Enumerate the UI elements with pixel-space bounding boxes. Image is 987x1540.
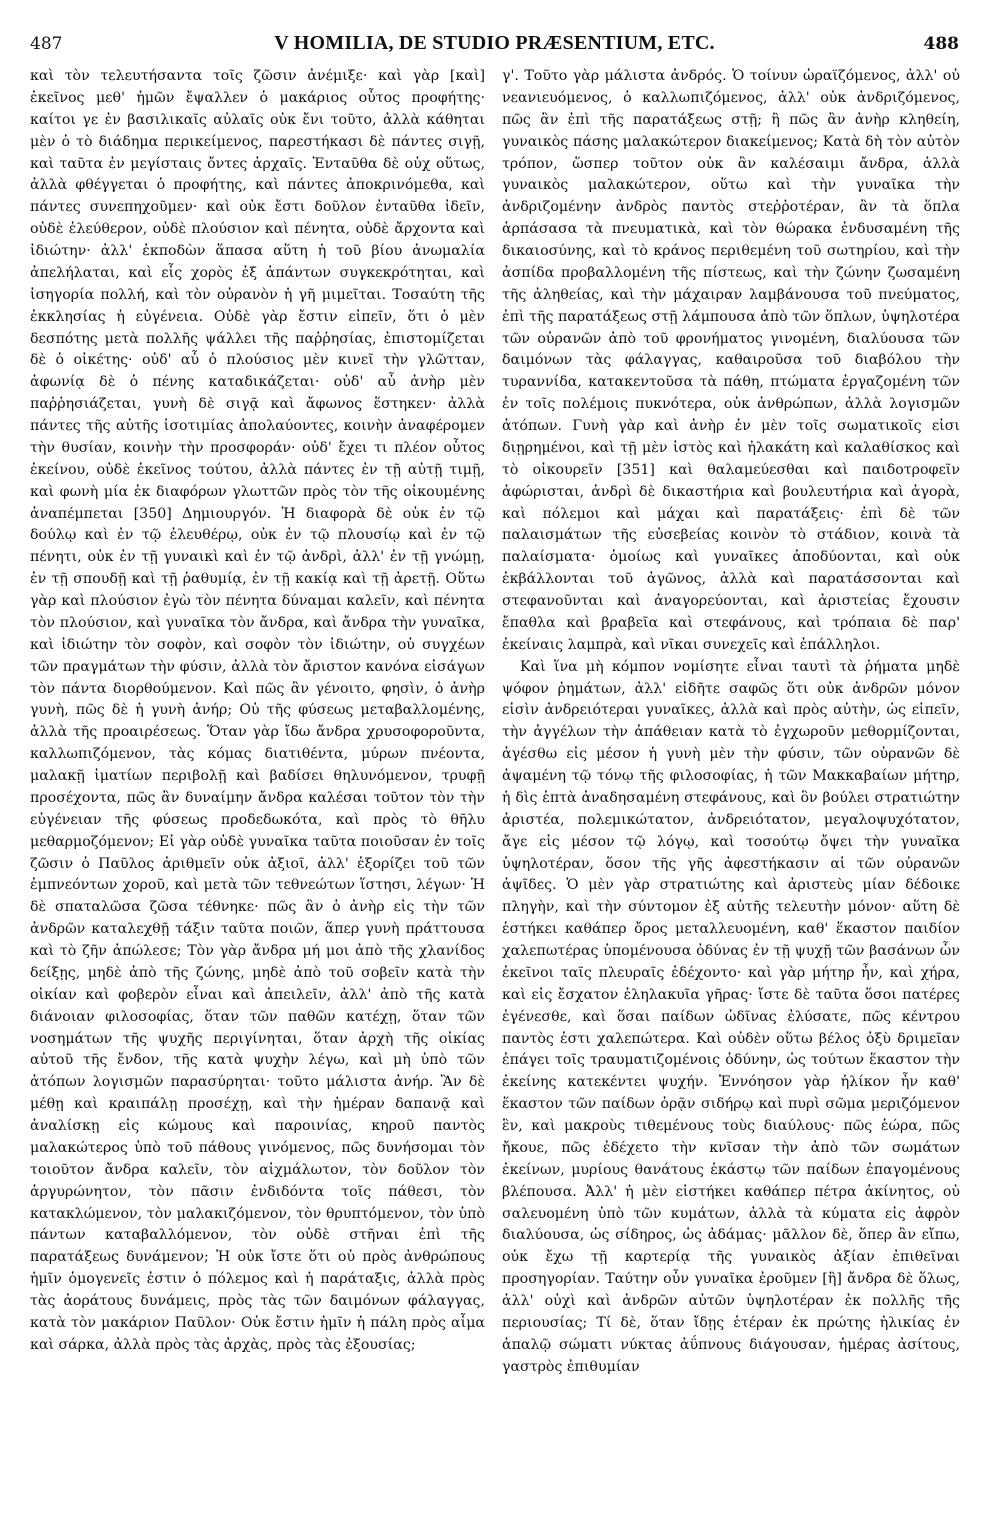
left-paragraph-1: καὶ τὸν τελευτήσαντα τοῖς ζῶσιν ἀνέμιξε· καὶ γὰρ [καὶ] ἐκεῖνος μεθ' ἡμῶν ἔψαλλεν ὁ μακάριος οὗτος προφήτης· καίτοι γε ἐν βασιλικαῖς αὐλαῖς οὐκ ἔνι τοῦτο, ἀλλὰ κάθηται μὲν ὁ τὸ διάδημα περικείμενος, παρεστήκασι δὲ πάντες σιγῇ, καὶ ταῦτα ἐν μεγίσταις ὄντες ἀρχαῖς. Ἐνταῦθα δὲ οὐχ οὕτως, ἀλλὰ φθέγγεται ὁ προφήτης, καὶ πάντες ἀποκρινόμεθα, καὶ πάντες συνεπηχοῦμεν· καὶ οὐκ ἔστι δοῦλον ἐνταῦθα ἰδεῖν, οὐδὲ ἐλεύθερον, οὐδὲ πλούσιον καὶ πένητα, οὐδὲ ἄρχοντα καὶ ἰδιώτην· ἀλλ' ἐκποδὼν ἅπασα αὕτη ἡ τοῦ βίου ἀνωμαλία ἀπελήλαται, καὶ εἷς χορὸς ἐξ ἁπάντων συγκεκρότηται, καὶ ἰσηγορία πολλή, καὶ τὸν οὐρανὸν ἡ γῆ μιμεῖται. Τοσαύτη τῆς ἐκκλησίας ἡ εὐγένεια. Οὐδὲ γὰρ ἔστιν εἰπεῖν, ὅτι ὁ μὲν δεσπότης μετὰ πολλῆς ψάλλει τῆς παῤῥησίας, ἐπιστομίζεται δὲ ὁ οἰκέτης· οὐδ' αὖ ὁ πλούσιος μὲν κινεῖ τὴν γλῶτταν, ἀφωνίᾳ δὲ ὁ πένης καταδικάζεται· οὐδ' αὖ ἀνὴρ μὲν παῤῥησιάζεται, γυνὴ δὲ σιγᾷ καὶ ἄφωνος ἕστηκεν· ἀλλὰ πάντες τῆς αὐτῆς ἰσοτιμίας ἀπολαύοντες, κοινὴν ἀναφέρομεν τὴν θυσίαν, κοινὴν τὴν προσφοράν· οὐδ' ἔχει τι πλέον οὗτος ἐκείνου, οὐδὲ ἐκεῖνος τούτου, ἀλλὰ πάντες ἐν τῇ αὐτῇ τιμῇ, καὶ φωνὴ μία ἐκ διαφόρων γλωττῶν πρὸς τὸν τῆς οἰκουμένης ἀναπέμπεται [350] Δημιουργόν. Ἡ διαφορὰ δὲ οὐκ ἐν τῷ δούλῳ καὶ ἐν τῷ ἐλευθέρῳ, οὐκ ἐν τῷ πλουσίῳ καὶ ἐν τῷ πένητι, οὐκ ἐν τῇ γυναικὶ καὶ ἐν τῷ ἀνδρὶ, ἀλλ' ἐν τῇ γνώμῃ, ἐν τῇ σπουδῇ καὶ τῇ ῥαθυμίᾳ, ἐν τῇ κακίᾳ καὶ τῇ ἀρετῇ. Οὕτω γὰρ καὶ πλούσιον ἐγὼ τὸν πένητα δύναμαι καλεῖν, καὶ πένητα τὸν πλούσιον, καὶ γυναῖκα τὸν ἄνδρα, καὶ ἄνδρα τὴν γυναῖκα, καὶ ἰδιώτην τὸν σοφὸν, καὶ σοφὸν τὸν ἰδιώτην, οὐ συγχέων τῶν πραγμάτων τὴν φύσιν, ἀλλὰ τὸν ἄριστον κανόνα εἰσάγων τὸν πάντα διορθούμενον. Καὶ πῶς ἂν γένοιτο, φησὶν, ὁ ἀνὴρ γυνὴ, πῶς δὲ ἡ γυνὴ ἀνήρ; Οὐ τῆς φύσεως μεταβαλλομένης, ἀλλὰ τῆς προαιρέσεως. Ὅταν γὰρ ἴδω ἄνδρα χρυσοφοροῦντα, καλλωπιζόμενον, τὰς κόμας διατιθέντα, μύρων πνέοντα, μαλακῇ ἱματίων περιβολῇ καὶ βαδίσει θηλυνόμενον, τρυφῇ προσέχοντα, πῶς ἂν δυναίμην ἄνδρα καλέσαι τοῦτον τὸν τὴν εὐγένειαν τῆς φύσεως προδεδωκότα, καὶ πρὸς τὸ θῆλυ μεθαρμοζόμενον; Εἰ γὰρ οὐδὲ γυναῖκα ταῦτα ποιοῦσαν ἐν τοῖς ζῶσιν ὁ Παῦλος ἀριθμεῖν οὐκ ἀξιοῖ, ἀλλ' ἐξορίζει τοῦ τῶν ἐμπνεόντων χοροῦ, καὶ μετὰ τῶν τεθνεώτων ἵστησι, λέγων· Ἡ δὲ σπαταλῶσα ζῶσα τέθνηκε· πῶς ἂν ὁ ἀνὴρ εἰς τὴν τῶν ἀνδρῶν καταλεχθῇ τάξιν ταῦτα ποιῶν, ἅπερ γυνὴ πράττουσα καὶ τὸ ζῆν ἀπώλεσε; Τὸν γὰρ ἄνδρα μή μοι ἀπὸ τῆς χλανίδος δείξῃς, μηδὲ ἀπὸ τῆς ζώνης, μηδὲ ἀπὸ τοῦ σοβεῖν κατὰ τὴν οἰκίαν καὶ φοβερὸν εἶναι καὶ ἀπειλεῖν, ἀλλ' ἀπὸ τῆς κατὰ διάνοιαν φιλοσοφίας, ὅταν τῶν παθῶν κατέχῃ, ὅταν τῶν νοσημάτων τῆς ψυχῆς περιγίνηται, ὅταν ἀρχὴ τῆς οἰκίας αὐτοῦ τῆς ἔνδον, τῆς κατὰ ψυχὴν λέγω, καὶ μὴ ὑπὸ τῶν ἀτόπων λογισμῶν παρασύρηται· τοῦτο μάλιστα ἀνήρ. Ἂν δὲ μέθῃ καὶ κραιπάλῃ προσέχῃ, καὶ τὴν ἡμέραν δαπανᾷ καὶ ἀναλίσκῃ εἰς κώμους καὶ παροινίας, κηροῦ παντὸς μαλακώτερος ὑπὸ τοῦ πάθους γινόμενος, πῶς δυνήσομαι τὸν τοιοῦτον ἄνδρα καλεῖν, τὸν αἰχμάλωτον, τὸν δοῦλον τὸν ἀργυρώνητον, τὸν πᾶσιν ἐνδιδόντα τοῖς πάθεσι, τὸν κατακλώμενον, τὸν μαλακιζόμενον, τὸν θρυπτόμενον, τὸν ὑπὸ πάντων καταβαλλόμενον, τὸν οὐδὲ στῆναι ἐπὶ τῆς παρατάξεως δυνάμενον; Ἡ οὐκ ἴστε ὅτι οὐ πρὸς ἀνθρώπους ἡμῖν ὁμογενεῖς ἐστιν ὁ πόλεμος καὶ ἡ παράταξις, ἀλλὰ πρὸς τὰς ἀοράτους δυνάμεις, πρὸς τὰς τῶν δαιμόνων φάλαγγας, κατὰ τὸν μακάριον Παῦλον· Οὐκ ἔστιν ἡμῖν ἡ πάλη πρὸς αἷμα καὶ σάρκα, ἀλλὰ πρὸς τὰς ἀρχὰς, πρὸς τὰς ἐξουσίας;: [30, 68, 485, 1353]
right-paragraph-2: Καὶ ἵνα μὴ κόμπον νομίσητε εἶναι ταυτὶ τὰ ῥήματα μηδὲ ψόφον ῥημάτων, ἀλλ' εἰδῆτε σαφῶς ὅτι οὐκ ἀνδρῶν μόνον εἰσὶν ἀνδρειότεραι γυναῖκες, ἀλλὰ καὶ πρὸς αὐτὴν, ὡς εἰπεῖν, τὴν ἀγγέλων τὴν ἀπάθειαν κατὰ τὸ ἐγχωροῦν μεθορμίζονται, ἀγέσθω εἰς μέσον ἡ γυνὴ μὲν τὴν φύσιν, τῶν οὐρανῶν δὲ ἁψαμένη τῷ τόνῳ τῆς φιλοσοφίας, ἡ τῶν Μακκαβαίων μήτηρ, ἡ δὶς ἑπτὰ ἀναδησαμένη στεφάνους, καὶ ὃν βούλει στρατιώτην ἀριστέα, πολεμικώτατον, ἀνδρειότατον, μεγαλοψυχότατον, ἄγε εἰς μέσον τῷ λόγῳ, καὶ τοσούτῳ ὄψει τὴν γυναῖκα ὑψηλοτέραν, ὅσον τῆς γῆς ἀφεστήκασιν αἱ τῶν οὐρανῶν ἀψῖδες. Ὁ μὲν γὰρ στρατιώτης καὶ ἀριστεὺς μίαν δέδοικε πληγὴν, καὶ τὴν σύντομον ἐξ αὐτῆς τελευτὴν μόνον· αὕτη δὲ ἑστήκει καθάπερ ὄρος μεταλλευομένη, καθ' ἕκαστον παιδίον χαλεπωτέρας ὑπομένουσα ὀδύνας ἐν τῇ ψυχῇ τῶν βασάνων ὧν ἐκεῖνοι ταῖς πλευραῖς ἐδέχοντο· καὶ γὰρ μήτηρ ἦν, καὶ χήρα, καὶ εἰς ἔσχατον ἐληλακυῖα γῆρας· ἴστε δὲ ταῦτα ὅσοι πατέρες ἐγένεσθε, καὶ ὅσαι παίδων ὠδῖνας ἐλύσατε, πῶς κέντρου παντὸς ἐστι χαλεπώτερα. Καὶ οὐδὲν οὕτω βέλος ὀξὺ δριμεῖαν ἐπάγει τοῖς τραυματιζομένοις ὀδύνην, ὡς τούτων ἕκαστον τὴν ἐκείνης κατεκέντει ψυχήν. Ἐννόησον γὰρ ἡλίκον ἦν καθ' ἕκαστον τῶν παίδων ὁρᾷν σιδήρῳ καὶ πυρὶ σῶμα μεριζόμενον ἓν, καὶ μακροὺς τιθεμένους τοὺς διαύλους· πῶς ἑώρα, πῶς ἤκουε, πῶς ἐδέχετο τὴν κνῖσαν τὴν ἀπὸ τῶν σωμάτων ἐκείνων, μυρίους θανάτους ἑκάστῳ τῶν παίδων ἐπαγομένους βλέπουσα. Ἀλλ' ἡ μὲν εἱστήκει καθάπερ πέτρα ἀκίνητος, οὐ σαλευομένη ὑπὸ τῶν κυμάτων, ἀλλὰ τὰ κύματα εἰς ἀφρὸν διαλύουσα, ὡς σίδηρος, ὡς ἀδάμας· μᾶλλον δὲ, ὅπερ ἂν εἴπω, οὐκ ἔχω τῇ καρτερίᾳ τῆς γυναικὸς ἀξίαν ἐπιθεῖναι προσηγορίαν. Ταύτην οὖν γυναῖκα ἐροῦμεν [ἢ] ἄνδρα δὲ ὅλως, ἀλλ' οὐχὶ καὶ ἀνδρῶν αὐτῶν ὑψηλοτέραν ἐκ πολλῆς τῆς περιουσίας; Τί δὲ, ὅταν ἴδῃς ἑτέραν ἐκ πρώτης ἡλικίας ἐν ἁπαλῷ σώματι νύκτας ἀΰπνους διάγουσαν, ἡμέρας ἀσίτους, γαστρὸς ἐπιθυμίαν: [502, 658, 960, 1375]
page-number-right: 488: [923, 34, 959, 54]
right-column: [502, 66, 960, 1379]
left-column: [30, 66, 485, 1357]
right-paragraph-1: γ'. Τοῦτο γὰρ μάλιστα ἀνδρός. Ὁ τοίνυν ὡραϊζόμενος, ἀλλ' οὐ νεανιευόμενος, ὁ καλλωπιζόμενος, ἀλλ' οὐκ ἀνδριζόμενος, πῶς ἂν ἐπὶ τῆς παρατάξεως στῇ; ἢ πῶς ἂν ἀνὴρ κληθείη, γυναικὸς πάσης μαλακώτερον διακείμενος; Κατὰ δὴ τὸν αὐτὸν τρόπον, ὥσπερ τοῦτον οὐκ ἂν καλέσαιμι ἄνδρα, ἀλλὰ γυναικὸς μαλακώτερον, οὕτω καὶ τὴν γυναῖκα τὴν ἀνδριζομένην ἀνδρὸς παντὸς στεῤῥοτέραν, ἂν τὰ ὅπλα ἁρπάσασα τὰ πνευματικὰ, καὶ τὸν θώρακα ἐνδυσαμένη τῆς δικαιοσύνης, καὶ τὸ κράνος περιθεμένη τοῦ σωτηρίου, καὶ τὴν ἀσπίδα προβαλλομένη τῆς πίστεως, καὶ τὴν ζώνην ζωσαμένη τῆς ἀληθείας, καὶ τὴν μάχαιραν λαμβάνουσα τοῦ πνεύματος, ἐπὶ τῆς παρατάξεως στῇ λάμπουσα ἀπὸ τῶν ὅπλων, ὑψηλοτέρα τῶν οὐρανῶν ἀπὸ τοῦ φρονήματος γινομένη, διαλύουσα τῶν δαιμόνων τὰς φάλαγγας, καθαιροῦσα τοῦ διαβόλου τὴν τυραννίδα, κατακεντοῦσα τὰ πάθη, πτώματα ἐργαζομένη τῶν ἐν τοῖς πολέμοις πυκνότερα, οὐκ ἀνθρώπων, ἀλλὰ λογισμῶν ἀτόπων. Γυνὴ γὰρ καὶ ἀνὴρ ἐν μὲν τοῖς σωματικοῖς εἰσι διῃρημένοι, καὶ τῇ μὲν ἱστὸς καὶ ἠλακάτη καὶ καλαθίσκος καὶ τὸ οἰκουρεῖν [351] καὶ θαλαμεύεσθαι καὶ παιδοτροφεῖν ἀφώρισται, ἀνδρὶ δὲ δικαστήρια καὶ βουλευτήρια καὶ ἀγορὰ, καὶ πόλεμοι καὶ μάχαι καὶ παρατάξεις· ἐπὶ δὲ τῶν παλαισμάτων τῆς εὐσεβείας κοινὸν τὸ στάδιον, κοινὰ τὰ παλαίσματα· ὁμοίως καὶ γυναῖκες ἀποδύονται, καὶ οὐκ ἐκβάλλονται τοῦ ἀγῶνος, ἀλλὰ καὶ παρατάσσονται καὶ στεφανοῦνται καὶ ἀναγορεύονται, καὶ ἀριστείας ἔχουσιν ἔπαθλα καὶ βραβεῖα καὶ στεφάνους, καὶ τρόπαια δὲ παρ' ἐκείναις λαμπρὰ, καὶ νῖκαι συνεχεῖς καὶ ἐπάλληλοι.: [502, 68, 960, 653]
page-number-left: 487: [30, 34, 63, 54]
running-title: V HOMILIA, DE STUDIO PRÆSENTIUM, ETC.: [274, 32, 715, 54]
page-header: [30, 30, 959, 60]
